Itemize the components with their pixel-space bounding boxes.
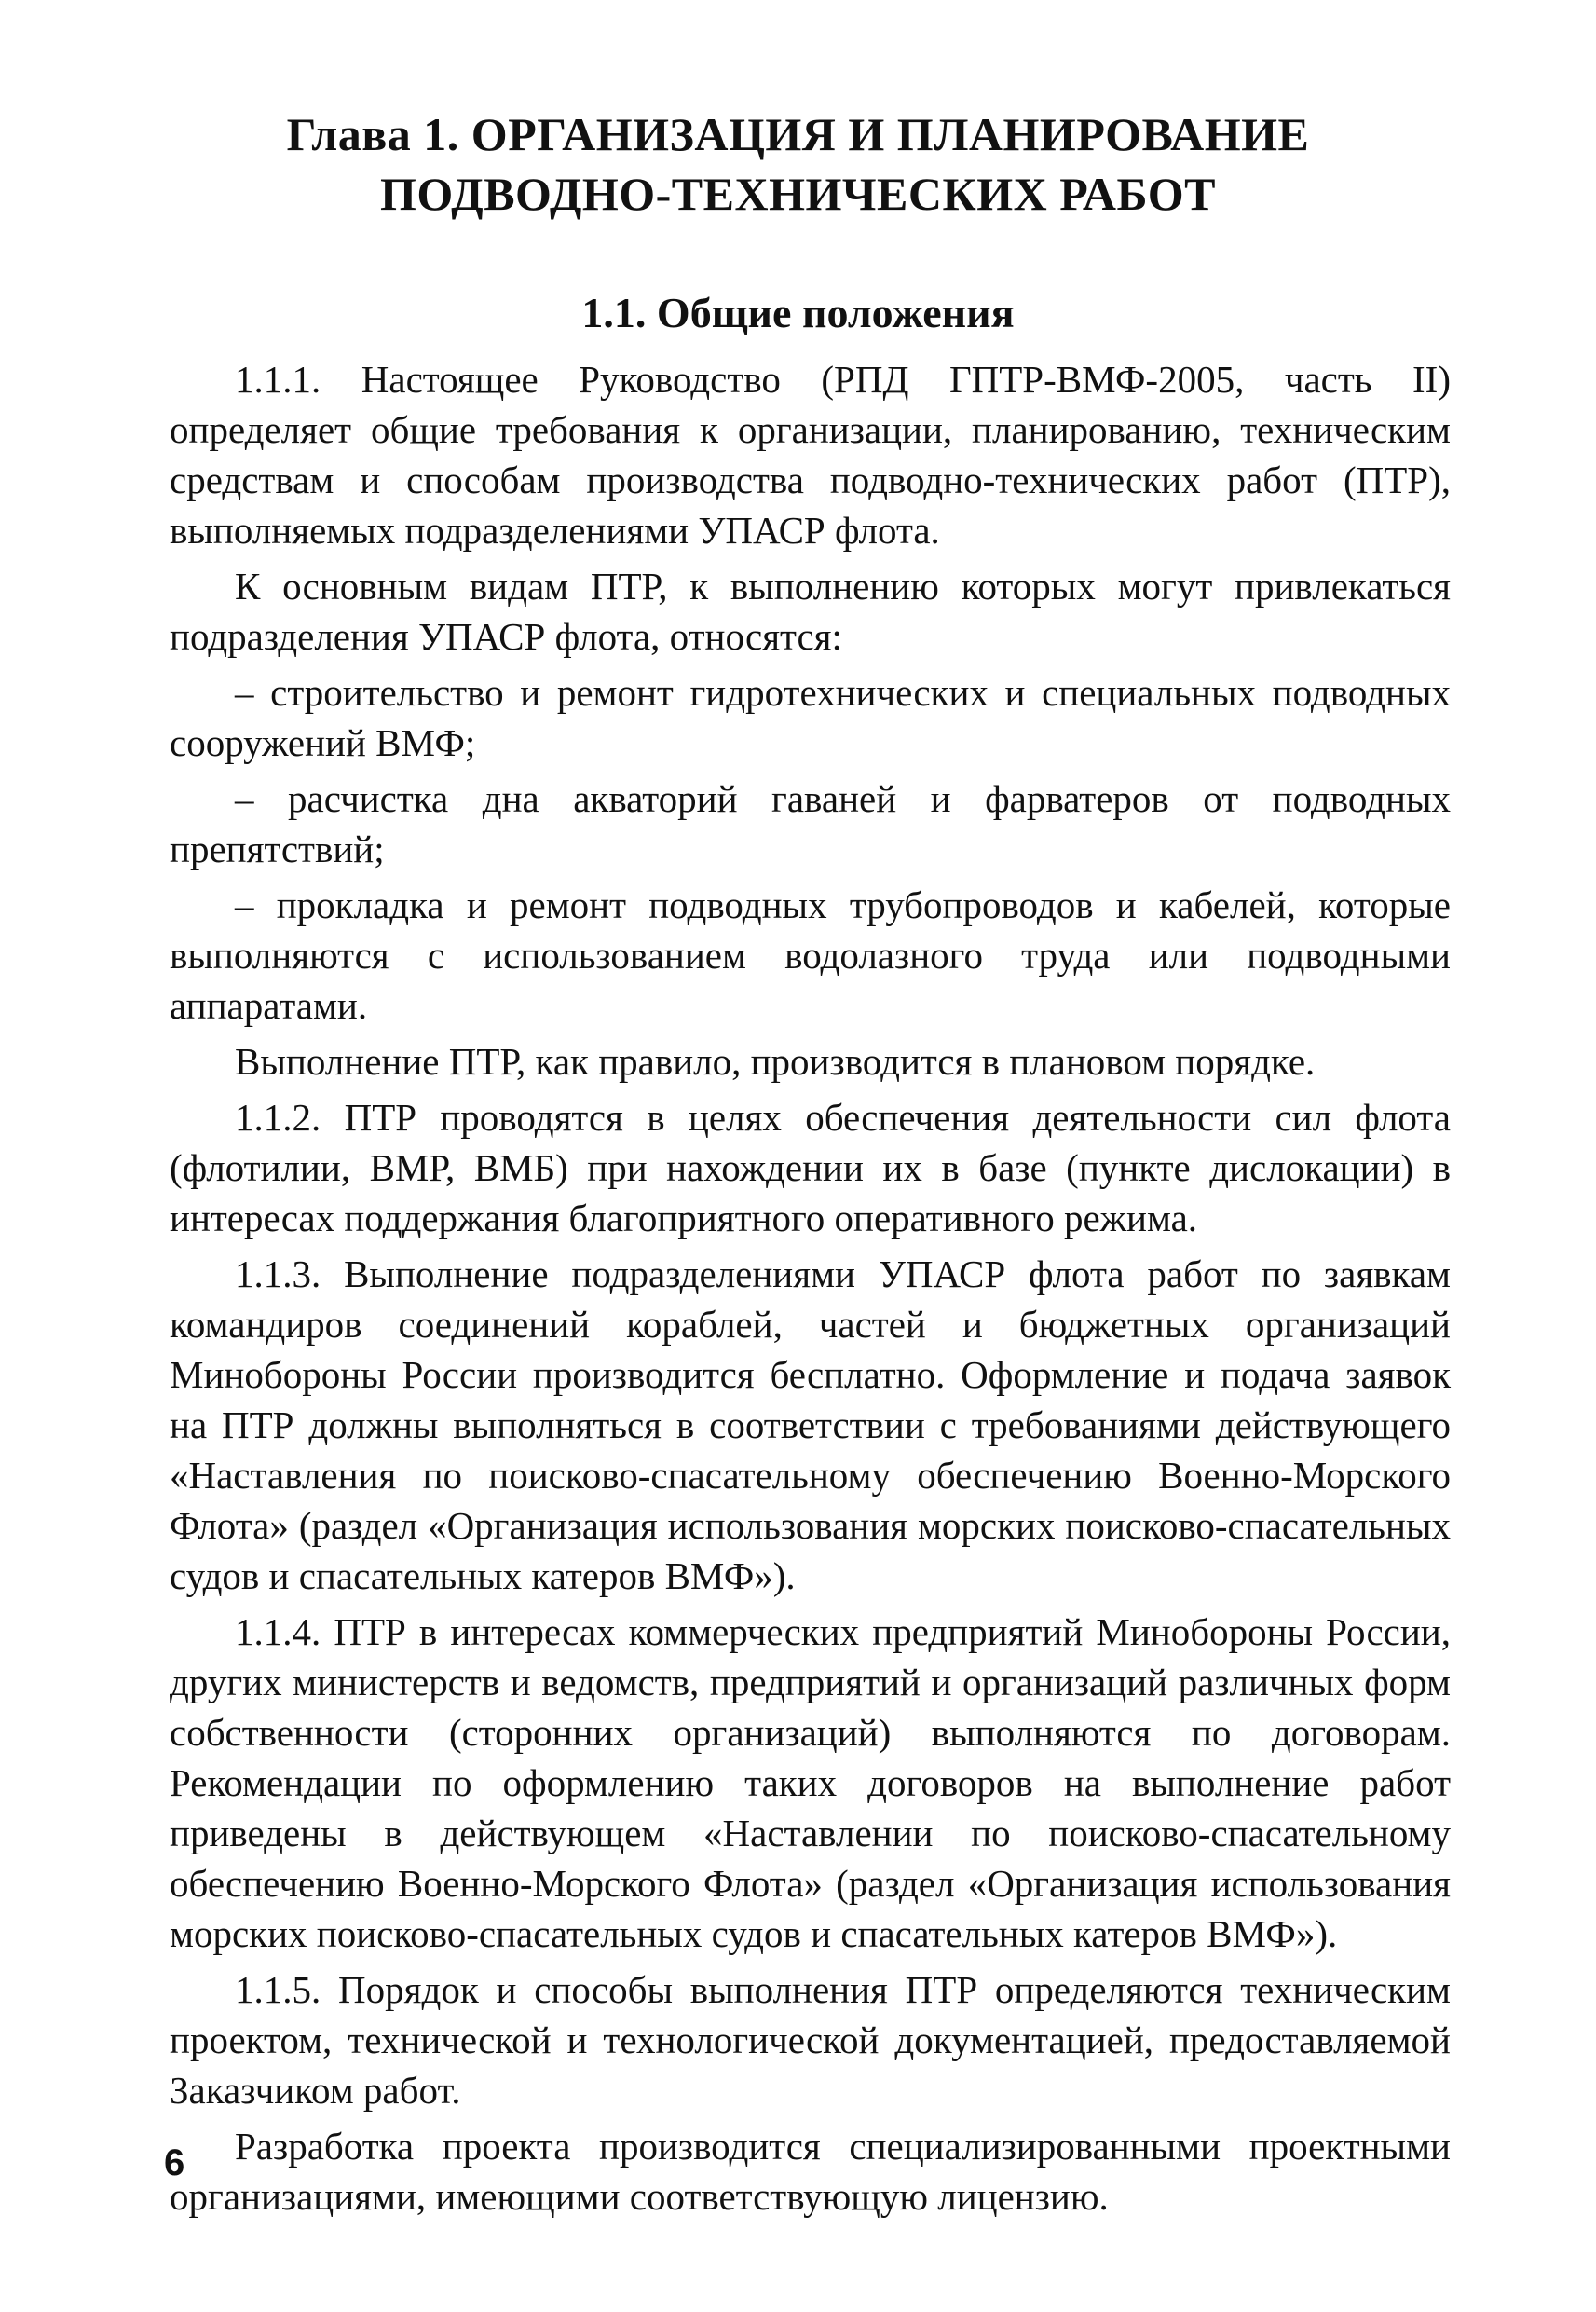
list-item-clearing: – расчистка дна акваторий гаваней и фарватеров от подводных препятствий; — [170, 777, 1451, 870]
paragraph-1-1-2: 1.1.2. ПТР проводятся в целях обеспечения деятельности сил флота (флотилии, ВМР, ВМБ) при нахождении их в базе (пункте дислокации) в интересах поддержания благоприятного оперативного режима. — [170, 1096, 1451, 1239]
section-title: 1.1. Общие положения — [581, 289, 1015, 336]
list-item-pipelines: – прокладка и ремонт подводных трубопроводов и кабелей, которые выполняются с использованием водолазного труда или подводными аппаратами. — [170, 883, 1451, 1027]
page-number: 6 — [164, 2142, 185, 2183]
paragraph-ptr-types-intro: К основным видам ПТР, к выполнению которых могут привлекаться подразделения УПАСР флота, относятся: — [170, 565, 1451, 658]
paragraph-project-development: Разработка проекта производится специализированными проектными организациями, имеющими соответствующую лицензию. — [170, 2125, 1451, 2218]
paragraph-1-1-5: 1.1.5. Порядок и способы выполнения ПТР определяются техническим проектом, технической и технологической документацией, предоставляемой Заказчиком работ. — [170, 1968, 1451, 2112]
paragraph-1-1-1: 1.1.1. Настоящее Руководство (РПД ГПТР-ВМФ-2005, часть II) определяет общие требования к организации, планированию, техническим средствам и способам производства подводно-технических работ (ПТР), выполняемых подразделениями УПАСР флота. — [170, 358, 1451, 552]
paragraph-1-1-4: 1.1.4. ПТР в интересах коммерческих предприятий Минобороны России, других министерств и ведомств, предприятий и организаций различных форм собственности (сторонних организаций) выполняются по договорам. Рекомендации по оформлению таких договоров на выполнение работ приведены в действующем «Наставлении по поисково-спасательному обеспечению Военно-Морского Флота» (раздел «Организация использования морских поисково-спасательных судов и спасательных катеров ВМФ»). — [170, 1610, 1451, 1955]
paragraph-planned-order: Выполнение ПТР, как правило, производится в плановом порядке. — [235, 1040, 1316, 1083]
paragraph-1-1-3: 1.1.3. Выполнение подразделениями УПАСР флота работ по заявкам командиров соединений кораблей, частей и бюджетных организаций Минобороны России производится бесплатно. Оформление и подача заявок на ПТР должны выполняться в соответствии с требованиями действующего «Наставления по поисково-спасательному обеспечению Военно-Морского Флота» (раздел «Организация использования морских поисково-спасательных судов и спасательных катеров ВМФ»). — [170, 1252, 1451, 1597]
list-item-construction: – строительство и ремонт гидротехнических и специальных подводных сооружений ВМФ; — [170, 671, 1451, 764]
chapter-title — [158, 104, 1438, 224]
chapter-title-line-1: Глава 1. ОРГАНИЗАЦИЯ И ПЛАНИРОВАНИЕ — [286, 108, 1310, 160]
body-text — [170, 354, 1451, 2227]
chapter-title-line-2: ПОДВОДНО-ТЕХНИЧЕСКИХ РАБОТ — [380, 168, 1216, 220]
